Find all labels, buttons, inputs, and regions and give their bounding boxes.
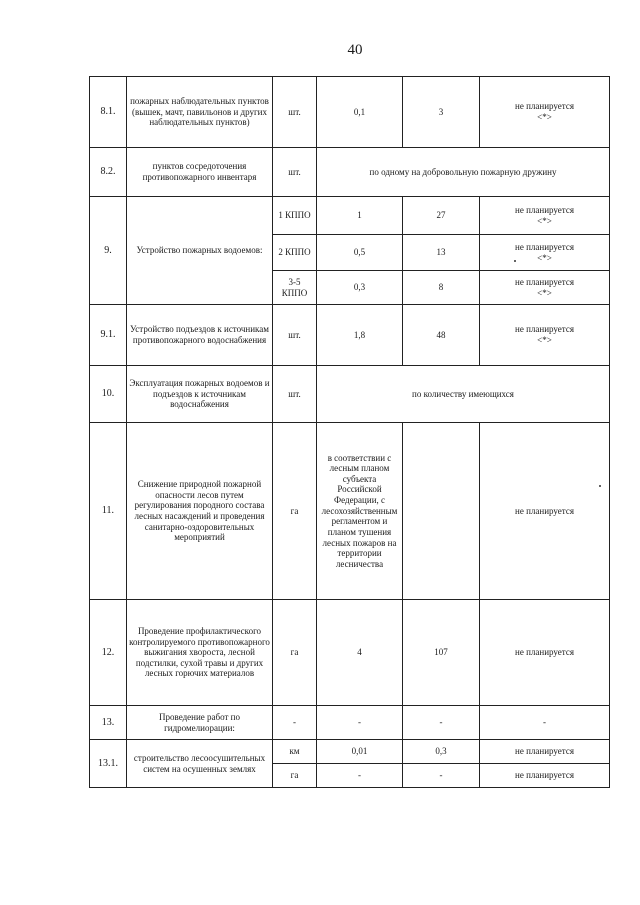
- footnote-mark: <*>: [537, 252, 552, 263]
- value-cell: -: [403, 764, 480, 788]
- table-row: [90, 77, 610, 148]
- plan-text: не планируется: [515, 101, 574, 112]
- table-row: [90, 305, 610, 366]
- plan-cell: [480, 77, 610, 148]
- footnote-mark: <*>: [537, 287, 552, 298]
- scan-speck: [599, 485, 601, 487]
- table-row: [90, 423, 610, 600]
- unit-cell: га: [273, 423, 317, 600]
- unit-cell: га: [273, 764, 317, 788]
- table-row: [90, 740, 610, 764]
- plan-text: не планируется: [515, 241, 574, 252]
- plan-cell: [480, 271, 610, 305]
- value-cell: 0,3: [317, 271, 403, 305]
- row-number: 13.1.: [90, 740, 127, 788]
- measure-name: Эксплуатация пожарных водоемов и подъездов к источникам водоснабжения: [127, 366, 273, 423]
- unit-label: КППО: [285, 247, 311, 258]
- plan-cell: [480, 235, 610, 271]
- value-cell: 48: [403, 305, 480, 366]
- row-number: 9.1.: [90, 305, 127, 366]
- measure-name: Снижение природной пожарной опасности лесов путем регулирования породного состава лесных насаждений и проведения санитарно-оздоровительных мероприятий: [127, 423, 273, 600]
- value-cell: 0,5: [317, 235, 403, 271]
- measure-name: пожарных наблюдательных пунктов (вышек, мачт, павильонов и других наблюдательных пунктов): [127, 77, 273, 148]
- unit-cell: га: [273, 600, 317, 706]
- plan-text: не планируется: [515, 324, 574, 335]
- unit-number: 3-5: [288, 276, 301, 287]
- measure-name: пунктов сосредоточения противопожарного инвентаря: [127, 148, 273, 197]
- plan-cell: не планируется: [480, 764, 610, 788]
- value-cell: 8: [403, 271, 480, 305]
- footnote-mark: <*>: [537, 215, 552, 226]
- unit-cell: -: [273, 706, 317, 740]
- merged-value-cell: по одному на добровольную пожарную дружину: [317, 148, 610, 197]
- footnote-mark: <*>: [537, 335, 552, 345]
- table-row: [90, 197, 610, 235]
- unit-cell: км: [273, 740, 317, 764]
- plan-cell: не планируется: [480, 740, 610, 764]
- value-cell: 3: [403, 77, 480, 148]
- plan-text: не планируется: [515, 204, 574, 215]
- row-number: 10.: [90, 366, 127, 423]
- table-row: [90, 366, 610, 423]
- row-number: 13.: [90, 706, 127, 740]
- measure-name: Проведение работ по гидромелиорации:: [127, 706, 273, 740]
- value-cell: 13: [403, 235, 480, 271]
- value-cell: 1,8: [317, 305, 403, 366]
- unit-cell: шт.: [273, 366, 317, 423]
- value-cell: в соответствии с лесным планом субъекта Российской Федерации, с лесохозяйственным регламентом и планом тушения лесных пожаров на территории лесничества: [317, 423, 403, 600]
- unit-label: КППО: [285, 210, 311, 221]
- value-cell: 27: [403, 197, 480, 235]
- table-row: [90, 600, 610, 706]
- measures-table: [89, 76, 610, 788]
- unit-cell: [273, 197, 317, 235]
- value-cell: 4: [317, 600, 403, 706]
- plan-cell: [480, 197, 610, 235]
- page-number: 40: [347, 42, 363, 58]
- unit-label: КППО: [281, 287, 308, 298]
- unit-cell: [273, 271, 317, 305]
- scan-speck: [514, 260, 516, 262]
- unit-cell: [273, 235, 317, 271]
- value-cell: -: [403, 706, 480, 740]
- unit-number: 2: [278, 247, 283, 258]
- row-number: 8.1.: [90, 77, 127, 148]
- plan-cell: [480, 305, 610, 366]
- row-number: 12.: [90, 600, 127, 706]
- value-cell: 1: [317, 197, 403, 235]
- value-cell: [403, 423, 480, 600]
- plan-text: не планируется: [515, 276, 574, 287]
- merged-value-cell: по количеству имеющихся: [317, 366, 610, 423]
- plan-text: не планируется: [515, 505, 574, 516]
- value-cell: 0,1: [317, 77, 403, 148]
- unit-cell: шт.: [273, 77, 317, 148]
- row-number: 8.2.: [90, 148, 127, 197]
- row-number: 9.: [90, 197, 127, 305]
- unit-cell: шт.: [273, 148, 317, 197]
- measure-name: Проведение профилактического контролируемого противопожарного выжигания хвороста, лесной подстилки, сухой травы и других лесных горючих материалов: [127, 600, 273, 706]
- plan-cell: -: [480, 706, 610, 740]
- footnote-mark: <*>: [537, 112, 552, 122]
- measure-name: Устройство пожарных водоемов:: [127, 197, 273, 305]
- table-row: [90, 148, 610, 197]
- measure-name: Устройство подъездов к источникам противопожарного водоснабжения: [127, 305, 273, 366]
- value-cell: 0,3: [403, 740, 480, 764]
- value-cell: 107: [403, 600, 480, 706]
- plan-cell: [480, 423, 610, 600]
- measure-name: строительство лесоосушительных систем на осушенных землях: [127, 740, 273, 788]
- value-cell: -: [317, 706, 403, 740]
- plan-cell: не планируется: [480, 600, 610, 706]
- value-cell: 0,01: [317, 740, 403, 764]
- unit-number: 1: [278, 210, 283, 221]
- value-cell: -: [317, 764, 403, 788]
- row-number: 11.: [90, 423, 127, 600]
- table-row: [90, 706, 610, 740]
- unit-cell: шт.: [273, 305, 317, 366]
